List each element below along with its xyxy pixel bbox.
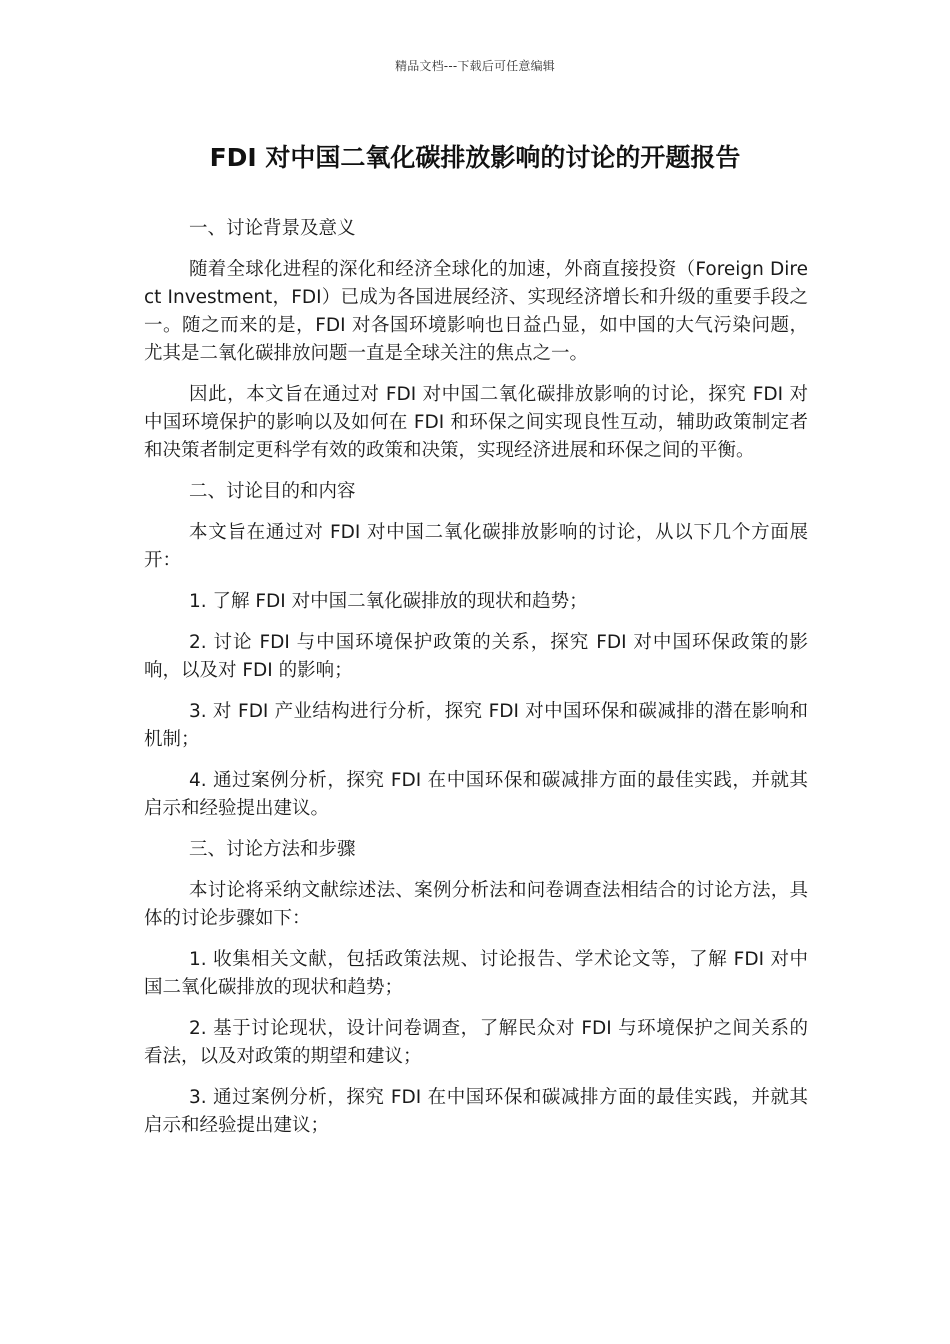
paragraph-purpose: 因此，本文旨在通过对 FDI 对中国二氧化碳排放影响的讨论，探究 FDI 对中国环境保护的影响以及如何在 FDI 和环保之间实现良性互动，辅助政策制定者和决策者制定更科学有效的政策和决策，实现经济进展和环保之间的平衡。 [144,384,808,461]
document-body [144,215,808,1153]
list-item: 4. 通过案例分析，探究 FDI 在中国环保和碳减排方面的最佳实践，并就其启示和经验提出建议。 [144,770,808,819]
list-item: 1. 了解 FDI 对中国二氧化碳排放的现状和趋势； [189,591,588,612]
paragraph-methods-intro: 本讨论将采纳文献综述法、案例分析法和问卷调查法相结合的讨论方法，具体的讨论步骤如下： [144,880,808,929]
list-item: 2. 讨论 FDI 与中国环境保护政策的关系，探究 FDI 对中国环保政策的影响，以及对 FDI 的影响； [144,632,808,681]
list-item: 1. 收集相关文献，包括政策法规、讨论报告、学术论文等，了解 FDI 对中国二氧化碳排放的现状和趋势； [144,949,808,998]
section-heading-methods: 三、讨论方法和步骤 [189,839,356,860]
document-title: FDI 对中国二氧化碳排放影响的讨论的开题报告 [209,143,741,172]
list-item: 3. 对 FDI 产业结构进行分析，探究 FDI 对中国环保和碳减排的潜在影响和机制； [144,701,808,750]
list-item: 3. 通过案例分析，探究 FDI 在中国环保和碳减排方面的最佳实践，并就其启示和经验提出建议； [144,1087,808,1136]
paragraph-objectives-intro: 本文旨在通过对 FDI 对中国二氧化碳排放影响的讨论，从以下几个方面展开： [144,522,808,571]
section-heading-objectives: 二、讨论目的和内容 [189,481,356,502]
paragraph-background: 随着全球化进程的深化和经济全球化的加速，外商直接投资（Foreign Direct Investment，FDI）已成为各国进展经济、实现经济增长和升级的重要手段之一。随之而来的是，FDI 对各国环境影响也日益凸显，如中国的大气污染问题，尤其是二氧化碳排放问题一直是全球关注的焦点之一。 [144,259,808,364]
header-note: 精品文档---下载后可任意编辑 [395,59,555,73]
list-item: 2. 基于讨论现状，设计问卷调查，了解民众对 FDI 与环境保护之间关系的看法，以及对政策的期望和建议； [144,1018,808,1067]
section-heading-background: 一、讨论背景及意义 [189,218,356,239]
